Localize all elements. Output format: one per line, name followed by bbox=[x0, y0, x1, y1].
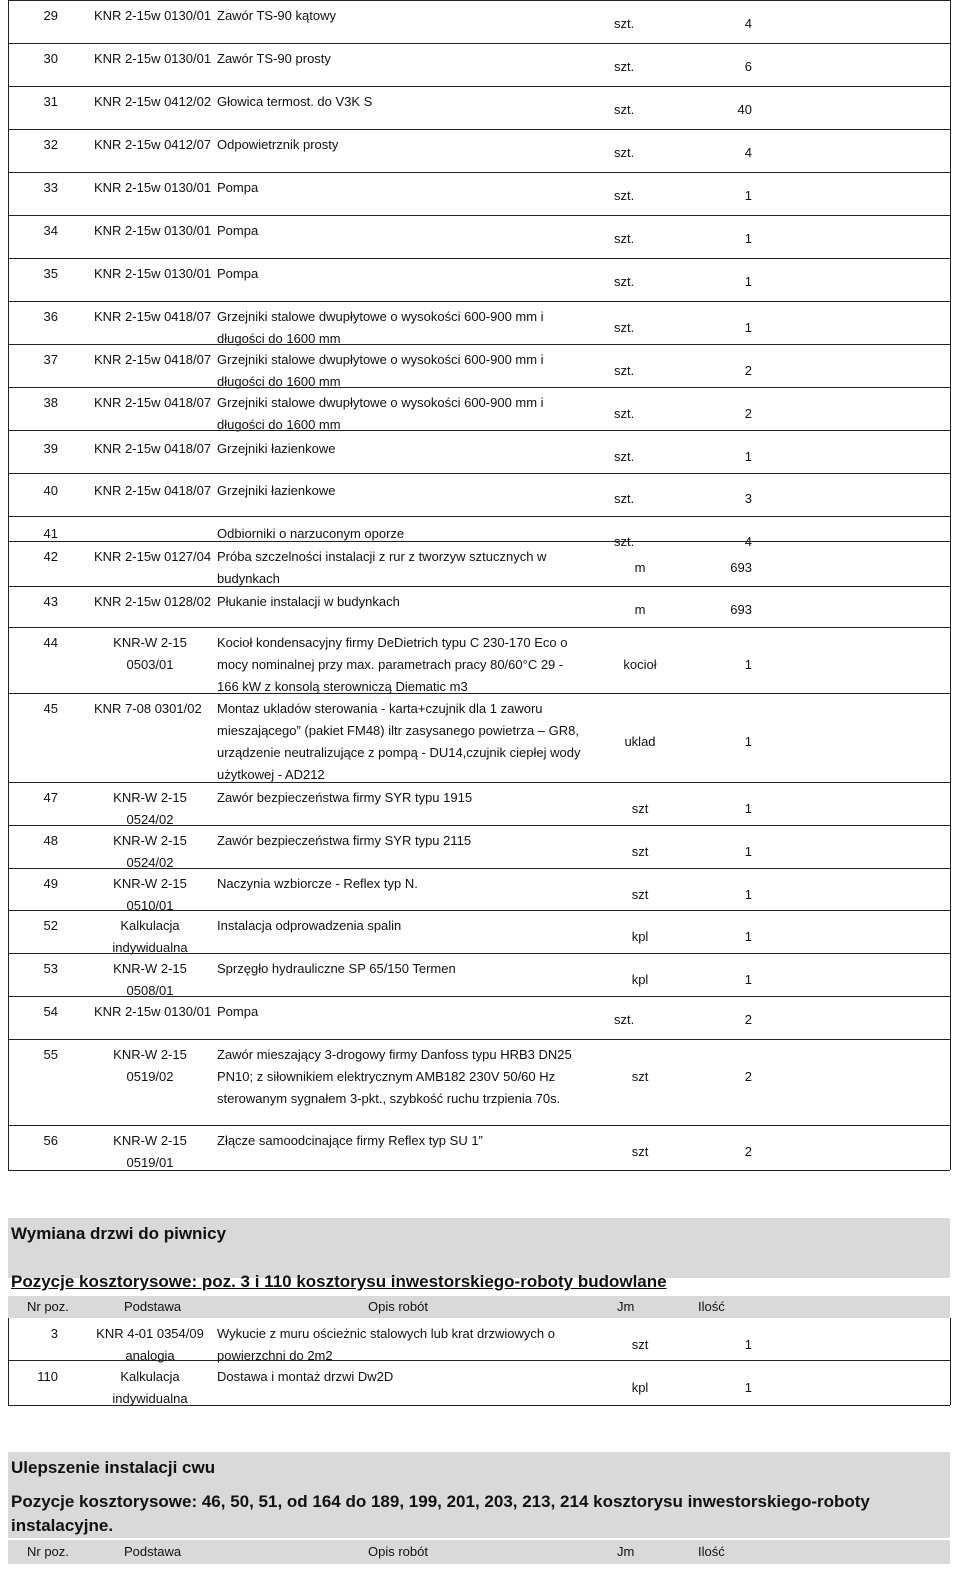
row-basis: KNR-W 2-15 bbox=[113, 790, 187, 805]
row-unit: szt bbox=[631, 1144, 649, 1159]
row-description: Montaz ukladów sterowania - karta+czujnik dla 1 zaworu bbox=[217, 701, 543, 716]
section-subtitle: instalacyjne. bbox=[11, 1516, 114, 1535]
row-quantity: 1 bbox=[744, 1380, 752, 1395]
row-basis-2: 0510/01 bbox=[126, 898, 174, 913]
row-unit: kpl bbox=[631, 972, 649, 987]
row-description: Głowica termost. do V3K S bbox=[217, 94, 373, 109]
row-basis-2: indywidualna bbox=[112, 940, 188, 955]
row-description: Instalacja odprowadzenia spalin bbox=[217, 918, 402, 933]
row-basis-2: 0519/01 bbox=[126, 1155, 174, 1170]
row-description: długości do 1600 mm bbox=[217, 331, 341, 346]
row-quantity: 1 bbox=[744, 188, 752, 203]
row-description: sterowanym sygnałem 3-pkt., szybkość ruchu trzpienia 70s. bbox=[217, 1091, 561, 1106]
row-description: urządzenie neutralizujące z pompą - DU14,czujnik ciepłej wody bbox=[217, 745, 581, 760]
row-number: 29 bbox=[43, 8, 58, 23]
row-divider bbox=[8, 1360, 950, 1361]
header-lp: Nr poz. bbox=[27, 1299, 69, 1314]
section-subtitle: Pozycje kosztorysowe: 46, 50, 51, od 164 do 189, 199, 201, 203, 213, 214 kosztorysu inwestorskiego-roboty bbox=[11, 1492, 870, 1511]
row-divider bbox=[8, 1170, 950, 1171]
row-description: Złącze samoodcinające firmy Reflex typ SU 1” bbox=[217, 1133, 483, 1148]
row-unit: kpl bbox=[631, 1380, 649, 1395]
header-kod: Podstawa bbox=[124, 1544, 182, 1559]
row-divider bbox=[8, 129, 950, 130]
row-description: Pompa bbox=[217, 266, 259, 281]
row-description: PN10; z siłownikiem elektrycznym AMB182 230V 50/60 Hz bbox=[217, 1069, 556, 1084]
row-basis-2: 0503/01 bbox=[126, 657, 174, 672]
row-unit: szt. bbox=[614, 406, 635, 421]
row-number: 36 bbox=[43, 309, 58, 324]
row-description: 166 kW z konsolą sterowniczą Diematic m3 bbox=[217, 679, 468, 694]
row-divider bbox=[8, 868, 950, 869]
row-description: Grzejniki łazienkowe bbox=[217, 483, 336, 498]
row-quantity: 2 bbox=[744, 363, 752, 378]
row-quantity: 1 bbox=[744, 972, 752, 987]
row-quantity: 693 bbox=[730, 560, 752, 575]
row-number: 3 bbox=[50, 1326, 58, 1341]
row-basis: KNR-W 2-15 bbox=[113, 1047, 187, 1062]
row-basis: KNR 2-15w 0130/01 bbox=[94, 180, 212, 195]
row-description: Sprzęgło hydrauliczne SP 65/150 Termen bbox=[217, 961, 456, 976]
row-number: 49 bbox=[43, 876, 58, 891]
row-divider bbox=[8, 627, 950, 628]
row-divider bbox=[8, 301, 950, 302]
row-divider bbox=[8, 541, 950, 542]
row-number: 45 bbox=[43, 701, 58, 716]
row-divider bbox=[8, 1039, 950, 1040]
row-divider bbox=[8, 86, 950, 87]
row-quantity: 4 bbox=[744, 145, 752, 160]
row-number: 42 bbox=[43, 549, 58, 564]
row-unit: szt bbox=[631, 887, 649, 902]
section-title: Ulepszenie instalacji cwu bbox=[11, 1458, 216, 1477]
row-divider bbox=[8, 344, 950, 345]
row-quantity: 2 bbox=[744, 1069, 752, 1084]
row-unit: kocioł bbox=[623, 657, 657, 672]
row-basis: KNR 2-15w 0412/07 bbox=[94, 137, 212, 152]
row-number: 39 bbox=[43, 441, 58, 456]
row-quantity: 2 bbox=[744, 406, 752, 421]
row-unit: szt. bbox=[614, 102, 635, 117]
row-basis: KNR-W 2-15 bbox=[113, 635, 187, 650]
row-description: mocy nominalnej przy max. parametrach pracy 80/60°C 29 - bbox=[217, 657, 564, 672]
row-basis: KNR-W 2-15 bbox=[113, 833, 187, 848]
row-divider bbox=[8, 43, 950, 44]
row-basis: KNR-W 2-15 bbox=[113, 961, 187, 976]
row-number: 38 bbox=[43, 395, 58, 410]
row-quantity: 1 bbox=[744, 1337, 752, 1352]
row-basis: KNR 2-15w 0130/01 bbox=[94, 1004, 212, 1019]
row-quantity: 1 bbox=[744, 844, 752, 859]
row-unit: szt bbox=[631, 844, 649, 859]
row-divider bbox=[8, 473, 950, 474]
header-kod: Podstawa bbox=[124, 1299, 182, 1314]
row-divider bbox=[8, 215, 950, 216]
row-number: 30 bbox=[43, 51, 58, 66]
row-quantity: 1 bbox=[744, 657, 752, 672]
row-number: 52 bbox=[43, 918, 58, 933]
row-basis: KNR 2-15w 0127/04 bbox=[94, 549, 212, 564]
row-description: Pompa bbox=[217, 180, 259, 195]
row-description: budynkach bbox=[217, 571, 280, 586]
row-basis: KNR 2-15w 0418/07 bbox=[94, 483, 212, 498]
row-description: Grzejniki łazienkowe bbox=[217, 441, 336, 456]
row-basis: KNR 2-15w 0130/01 bbox=[94, 266, 212, 281]
row-basis: KNR 2-15w 0418/07 bbox=[94, 309, 212, 324]
row-description: Płukanie instalacji w budynkach bbox=[217, 594, 400, 609]
row-description: Zawór TS-90 kątowy bbox=[217, 8, 336, 23]
row-unit: szt. bbox=[614, 449, 635, 464]
row-basis: KNR 4-01 0354/09 bbox=[96, 1326, 204, 1341]
row-quantity: 40 bbox=[737, 102, 752, 117]
row-number: 31 bbox=[43, 94, 58, 109]
section-subtitle: Pozycje kosztorysowe: poz. 3 i 110 kosztorysu inwestorskiego-roboty budowlane bbox=[11, 1272, 667, 1291]
row-divider bbox=[8, 516, 950, 517]
row-quantity: 1 bbox=[744, 449, 752, 464]
row-number: 34 bbox=[43, 223, 58, 238]
row-number: 54 bbox=[43, 1004, 58, 1019]
row-number: 32 bbox=[43, 137, 58, 152]
row-quantity: 3 bbox=[744, 491, 752, 506]
row-unit: szt. bbox=[614, 363, 635, 378]
row-number: 40 bbox=[43, 483, 58, 498]
row-quantity: 4 bbox=[744, 534, 752, 549]
row-basis-2: 0508/01 bbox=[126, 983, 174, 998]
row-quantity: 2 bbox=[744, 1012, 752, 1027]
row-unit: szt bbox=[631, 801, 649, 816]
row-basis: KNR 7-08 0301/02 bbox=[94, 701, 202, 716]
row-quantity: 1 bbox=[744, 274, 752, 289]
row-unit: szt. bbox=[614, 274, 635, 289]
row-unit: m bbox=[634, 560, 646, 575]
row-number: 35 bbox=[43, 266, 58, 281]
row-quantity: 2 bbox=[744, 1144, 752, 1159]
column-divider bbox=[8, 0, 9, 1170]
row-number: 110 bbox=[37, 1369, 58, 1384]
row-description: Odpowietrznik prosty bbox=[217, 137, 339, 152]
row-divider bbox=[8, 825, 950, 826]
row-basis: KNR 2-15w 0418/07 bbox=[94, 395, 212, 410]
row-quantity: 4 bbox=[744, 16, 752, 31]
row-unit: szt. bbox=[614, 59, 635, 74]
row-basis: KNR 2-15w 0130/01 bbox=[94, 51, 212, 66]
row-basis: KNR-W 2-15 bbox=[113, 876, 187, 891]
row-basis: KNR 2-15w 0412/02 bbox=[94, 94, 212, 109]
row-basis-2: 0519/02 bbox=[126, 1069, 174, 1084]
row-unit: szt. bbox=[614, 534, 635, 549]
header-jm: Jm bbox=[617, 1299, 635, 1314]
row-divider bbox=[8, 0, 950, 1]
row-description: Grzejniki stalowe dwupłytowe o wysokości 600-900 mm i bbox=[217, 352, 544, 367]
row-number: 41 bbox=[43, 526, 58, 541]
row-quantity: 6 bbox=[744, 59, 752, 74]
column-divider bbox=[950, 1318, 951, 1405]
row-quantity: 1 bbox=[744, 320, 752, 335]
row-description: długości do 1600 mm bbox=[217, 417, 341, 432]
row-description: Pompa bbox=[217, 223, 259, 238]
row-number: 55 bbox=[43, 1047, 58, 1062]
column-divider bbox=[8, 1318, 9, 1405]
row-unit: szt bbox=[631, 1069, 649, 1084]
row-basis-2: 0524/02 bbox=[126, 855, 174, 870]
row-unit: szt. bbox=[614, 231, 635, 246]
header-jm: Jm bbox=[617, 1544, 635, 1559]
row-quantity: 1 bbox=[744, 231, 752, 246]
row-quantity: 1 bbox=[744, 801, 752, 816]
row-number: 48 bbox=[43, 833, 58, 848]
row-basis: KNR 2-15w 0418/07 bbox=[94, 352, 212, 367]
row-divider bbox=[8, 693, 950, 694]
header-lp: Nr poz. bbox=[27, 1544, 69, 1559]
row-description: Zawór TS-90 prosty bbox=[217, 51, 331, 66]
row-description: Zawór bezpieczeństwa firmy SYR typu 2115 bbox=[217, 833, 472, 848]
row-divider bbox=[8, 996, 950, 997]
row-description: Próba szczelności instalacji z rur z tworzyw sztucznych w bbox=[217, 549, 547, 564]
row-unit: kpl bbox=[631, 929, 649, 944]
row-divider bbox=[8, 1125, 950, 1126]
column-divider bbox=[950, 0, 951, 1170]
row-divider bbox=[8, 782, 950, 783]
row-description: Pompa bbox=[217, 1004, 259, 1019]
row-description: Dostawa i montaż drzwi Dw2D bbox=[217, 1369, 394, 1384]
row-divider bbox=[8, 586, 950, 587]
row-description: Odbiorniki o narzuconym oporze bbox=[217, 526, 405, 541]
row-quantity: 1 bbox=[744, 734, 752, 749]
row-divider bbox=[8, 1405, 950, 1406]
row-number: 53 bbox=[43, 961, 58, 976]
section-title: Wymiana drzwi do piwnicy bbox=[11, 1224, 227, 1243]
row-description: Kocioł kondensacyjny firmy DeDietrich typu C 230-170 Eco o bbox=[217, 635, 568, 650]
row-basis: KNR 2-15w 0130/01 bbox=[94, 223, 212, 238]
row-basis-2: 0524/02 bbox=[126, 812, 174, 827]
row-description: Wykucie z muru ościeżnic stalowych lub krat drzwiowych o bbox=[217, 1326, 555, 1341]
row-description: mieszającego” (pakiet FM48) iltr zasysanego powietrza – GR8, bbox=[217, 723, 579, 738]
row-description: Zawór mieszający 3-drogowy firmy Danfoss typu HRB3 DN25 bbox=[217, 1047, 572, 1062]
row-unit: szt bbox=[631, 1337, 649, 1352]
row-description: Zawór bezpieczeństwa firmy SYR typu 1915 bbox=[217, 790, 473, 805]
row-divider bbox=[8, 953, 950, 954]
row-basis: Kalkulacja bbox=[120, 918, 180, 933]
row-description: Naczynia wzbiorcze - Reflex typ N. bbox=[217, 876, 418, 891]
row-number: 47 bbox=[43, 790, 58, 805]
row-description: użytkowej - AD212 bbox=[217, 767, 325, 782]
row-number: 33 bbox=[43, 180, 58, 195]
row-number: 44 bbox=[43, 635, 58, 650]
row-description: powierzchni do 2m2 bbox=[217, 1348, 333, 1363]
row-basis: KNR 2-15w 0130/01 bbox=[94, 8, 212, 23]
row-basis: Kalkulacja bbox=[120, 1369, 180, 1384]
row-number: 43 bbox=[43, 594, 58, 609]
row-unit: szt. bbox=[614, 491, 635, 506]
row-basis: KNR 2-15w 0418/07 bbox=[94, 441, 212, 456]
row-unit: szt. bbox=[614, 1012, 635, 1027]
header-opis: Opis robót bbox=[368, 1544, 428, 1559]
row-number: 37 bbox=[43, 352, 58, 367]
row-unit: szt. bbox=[614, 145, 635, 160]
row-description: długości do 1600 mm bbox=[217, 374, 341, 389]
row-quantity: 693 bbox=[730, 602, 752, 617]
row-quantity: 1 bbox=[744, 887, 752, 902]
header-il: Ilość bbox=[698, 1544, 725, 1559]
row-divider bbox=[8, 910, 950, 911]
row-quantity: 1 bbox=[744, 929, 752, 944]
row-basis: KNR-W 2-15 bbox=[113, 1133, 187, 1148]
row-basis-2: indywidualna bbox=[112, 1391, 188, 1406]
row-unit: szt. bbox=[614, 188, 635, 203]
row-number: 56 bbox=[43, 1133, 58, 1148]
row-unit: szt. bbox=[614, 320, 635, 335]
row-unit: uklad bbox=[624, 734, 656, 749]
row-divider bbox=[8, 387, 950, 388]
header-opis: Opis robót bbox=[368, 1299, 428, 1314]
header-il: Ilość bbox=[698, 1299, 725, 1314]
row-description: Grzejniki stalowe dwupłytowe o wysokości 600-900 mm i bbox=[217, 309, 544, 324]
row-unit: m bbox=[634, 602, 646, 617]
row-divider bbox=[8, 258, 950, 259]
row-description: Grzejniki stalowe dwupłytowe o wysokości 600-900 mm i bbox=[217, 395, 544, 410]
row-basis-2: analogia bbox=[125, 1348, 175, 1363]
row-unit: szt. bbox=[614, 16, 635, 31]
row-divider bbox=[8, 430, 950, 431]
row-basis: KNR 2-15w 0128/02 bbox=[94, 594, 212, 609]
row-divider bbox=[8, 172, 950, 173]
